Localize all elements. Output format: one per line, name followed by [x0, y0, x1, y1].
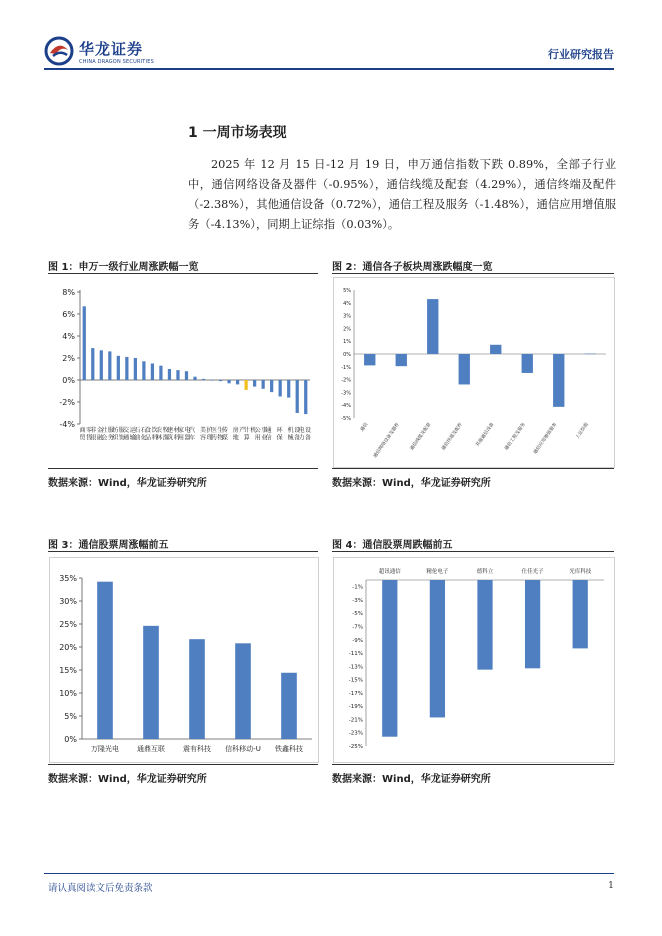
x-tick-label: 零 [85, 427, 92, 434]
x-tick-label: 通信 [360, 422, 370, 433]
x-tick-label: 通鼎互联 [137, 745, 165, 753]
logo-chinese-name: 华龙证券 [79, 39, 144, 58]
x-tick-label: 其他通信设备 [475, 422, 496, 448]
x-tick-label: 万隆光电 [91, 745, 119, 753]
bar-食品饮料 [151, 364, 154, 381]
x-tick-label: 材 [173, 427, 180, 434]
y-tick-label: -17% [348, 690, 363, 697]
section-title: 1 一周市场表现 [188, 125, 287, 141]
y-tick-label: -2% [341, 377, 351, 384]
x-tick-label: 电 [184, 427, 191, 434]
y-tick-label: -3% [352, 597, 363, 604]
x-tick-label: 会 [101, 434, 108, 442]
bar-非银金融 [91, 348, 94, 380]
x-tick-label: 服 [118, 427, 125, 434]
x-tick-label: 护 [206, 427, 213, 434]
bar-通信 [244, 380, 247, 390]
x-tick-label: 器 [184, 434, 191, 442]
bar-商贸零售 [83, 306, 86, 380]
footer-disclaimer: 请认真阅读文后免责条款 [48, 883, 153, 894]
y-tick-label: 4% [343, 300, 351, 307]
x-tick-label: 震有科技 [183, 745, 211, 753]
x-tick-label: 机 [287, 427, 294, 434]
x-tick-label: 林 [156, 434, 163, 442]
figure-2-source: 数据来源：Wind，华龙证券研究所 [332, 478, 491, 489]
bar-通鼎互联 [143, 626, 159, 739]
x-tick-label: 通 [265, 427, 272, 434]
bar-国防军工 [279, 380, 282, 397]
x-tick-label: 计 [243, 427, 250, 434]
page-number: 1 [607, 880, 614, 891]
figure-4-svg [334, 558, 614, 762]
bar-石油石化 [142, 361, 145, 380]
y-tick-label: -11% [348, 651, 363, 658]
x-tick-label: 售 [85, 434, 92, 442]
x-tick-label: 备 [294, 434, 301, 442]
figure-4-chart [333, 557, 615, 763]
x-tick-label: 车 [188, 434, 196, 442]
figure-2-bottom-rule [332, 468, 614, 469]
x-tick-label: 设 [294, 427, 301, 434]
figure-2-title: 图 2：通信各子板块周涨跌幅度一览 [332, 262, 493, 273]
figure-2-svg [334, 278, 614, 467]
x-tick-label: 料 [151, 434, 158, 442]
bar-通信网络设备及器件 [396, 354, 407, 366]
x-tick-label: 用 [254, 434, 261, 442]
x-tick-label: 农 [156, 427, 163, 434]
bar-通信线缆及配套 [427, 299, 438, 354]
y-tick-label: -13% [348, 664, 363, 671]
figure-4-top-rule [332, 551, 614, 552]
bar-铁鑫科技 [281, 673, 297, 739]
y-tick-label: 30% [59, 597, 77, 606]
figure-1-top-rule [48, 273, 318, 274]
y-tick-label: 15% [59, 666, 77, 675]
x-tick-label: 社 [101, 427, 108, 434]
bar-建筑材料 [185, 371, 188, 380]
bar-医药生物 [210, 380, 213, 381]
figure-1-chart [48, 276, 318, 466]
x-tick-label: 品 [145, 434, 152, 442]
figure-4-title: 图 4：通信股票周跌幅前五 [332, 540, 453, 551]
x-tick-label: 容 [199, 434, 206, 442]
y-tick-label: 2% [62, 354, 75, 363]
figure-2-top-rule [332, 273, 614, 274]
bar-通信工程及服务 [522, 354, 533, 373]
bar-农林牧渔 [168, 369, 171, 380]
x-tick-label: 通信终端及配件 [441, 422, 464, 452]
x-tick-label: 事 [261, 427, 268, 434]
x-tick-label: 通信网络设备及器件 [373, 422, 401, 460]
bar-德科立 [477, 580, 492, 670]
bar-光库科技 [573, 580, 588, 648]
y-tick-label: 5% [343, 288, 351, 294]
section-paragraph: 2025 年 12 月 15 日-12 月 19 日，申万通信指数下跌 0.89%，全部子行业中，通信网络设备及器件（-0.95%），通信线缆及配套（4.29%），通信终端及配件（-2.38%），其他通信设备（0.72%），通信工程及服务（-1.48%），通信应用增值服务（-4.13%），同期上证综指（0.03%）。 [188, 158, 616, 231]
bar-美容护理 [193, 377, 196, 380]
x-tick-label: 输 [129, 434, 136, 442]
bar-公用事业 [262, 380, 265, 389]
bar-有色金属 [108, 351, 111, 380]
y-tick-label: -1% [352, 584, 363, 591]
x-tick-label: 信科移动-U [225, 745, 261, 753]
y-tick-label: 20% [59, 643, 77, 652]
y-tick-label: -21% [348, 717, 363, 724]
x-tick-label: 公 [254, 427, 261, 434]
footer-divider [44, 873, 614, 874]
bar-机械设备 [287, 380, 290, 398]
x-tick-label: 用 [178, 434, 185, 442]
x-tick-label: 料 [173, 434, 180, 442]
figure-1-bottom-rule [48, 468, 318, 469]
bar-电力设备 [304, 380, 307, 414]
x-tick-label: 运 [129, 427, 136, 434]
x-tick-label: 务 [107, 434, 114, 442]
y-tick-label: -5% [352, 611, 363, 618]
x-tick-label: 家 [178, 427, 185, 434]
bar-计算机 [253, 380, 256, 387]
y-tick-label: -19% [348, 704, 363, 711]
x-tick-label: 美 [199, 427, 206, 434]
x-tick-label: 融 [96, 434, 103, 442]
x-tick-label: 医 [210, 427, 217, 434]
y-tick-label: -25% [348, 744, 363, 750]
y-tick-label: -1% [341, 364, 351, 371]
x-tick-label: 牧 [162, 427, 169, 434]
bar-环保 [270, 380, 273, 392]
y-tick-label: -4% [59, 420, 75, 429]
x-tick-label: 上证综指 [575, 422, 590, 441]
y-tick-label: 10% [59, 689, 77, 698]
x-tick-label: 药 [210, 434, 217, 442]
x-tick-label: 铁鑫科技 [275, 745, 303, 753]
x-tick-label: 交 [123, 427, 130, 434]
y-tick-label: 5% [64, 712, 77, 721]
figure-1-source: 数据来源：Wind，华龙证券研究所 [48, 478, 207, 489]
figure-3-source: 数据来源：Wind，华龙证券研究所 [48, 774, 207, 785]
x-tick-label: 械 [287, 434, 294, 442]
y-tick-label: 35% [59, 574, 77, 583]
y-tick-label: -7% [352, 624, 363, 631]
x-tick-label: 信 [265, 434, 272, 442]
bar-基础化工 [219, 380, 222, 381]
x-tick-label: 机 [250, 427, 257, 434]
x-tick-label: 通信工程及服务 [504, 422, 527, 452]
x-tick-label: 房 [232, 427, 239, 434]
y-tick-label: 1% [343, 339, 351, 346]
x-tick-label: 石 [140, 427, 147, 434]
figure-1-title: 图 1：申万一级行业周涨跌幅一览 [48, 262, 199, 273]
figure-3-title: 图 3：通信股票周涨幅前五 [48, 540, 169, 551]
y-tick-label: 6% [62, 310, 75, 319]
y-tick-label: -15% [348, 677, 363, 684]
x-tick-label: 油 [134, 434, 141, 442]
logo-english-name: CHINA DRAGON SECURITIES [79, 58, 154, 65]
bar-仕佳光子 [525, 580, 540, 668]
x-tick-label: 银 [90, 434, 97, 442]
bar-家用电器 [176, 370, 179, 380]
bar-汽车 [202, 379, 205, 380]
bar-通信 [364, 354, 375, 365]
header-divider [44, 68, 614, 70]
x-tick-label: 服 [107, 427, 114, 434]
x-tick-label: 传 [221, 427, 228, 434]
x-tick-label: 地 [232, 434, 239, 442]
x-tick-label: 建 [167, 427, 174, 434]
y-tick-label: -2% [59, 398, 75, 407]
x-tick-label: 通信线缆及配套 [409, 422, 433, 452]
y-tick-label: -23% [348, 730, 363, 737]
bar-传媒 [227, 380, 230, 383]
bar-社会服务 [100, 350, 103, 380]
x-tick-label: 德科立 [476, 569, 494, 575]
x-tick-label: 仕佳光子 [521, 569, 544, 575]
figure-2-chart [333, 277, 615, 468]
y-tick-label: 0% [62, 376, 75, 385]
x-tick-label: 媒 [221, 434, 228, 442]
x-tick-label: 纺 [112, 427, 119, 434]
bar-电子 [296, 380, 299, 413]
dragon-logo-icon [44, 36, 74, 66]
x-tick-label: 汽 [188, 427, 196, 434]
x-tick-label: 光库科技 [569, 569, 592, 575]
x-tick-label: 食 [145, 427, 152, 434]
x-tick-label: 设 [305, 427, 312, 434]
figure-1-svg [48, 276, 318, 466]
bar-房地产 [236, 380, 239, 384]
bar-纺织服饰 [117, 356, 120, 380]
x-tick-label: 渔 [162, 434, 169, 442]
x-tick-label: 环 [276, 427, 283, 434]
bar-万隆光电 [97, 582, 113, 739]
figure-3-bottom-rule [48, 764, 318, 765]
x-tick-label: 贸 [79, 434, 86, 442]
y-tick-label: -9% [352, 637, 363, 644]
y-tick-label: 0% [64, 735, 77, 744]
x-tick-label: 金 [96, 427, 103, 434]
y-tick-label: 4% [62, 332, 75, 341]
figure-3-chart [49, 557, 319, 763]
y-tick-label: -5% [341, 416, 351, 422]
x-tick-label: 织 [112, 434, 119, 442]
x-tick-label: 产 [239, 427, 246, 434]
bar-其他通信设备 [490, 345, 501, 354]
bar-通信终端及配件 [459, 354, 470, 384]
x-tick-label: 饰 [118, 434, 125, 442]
x-tick-label: 商 [79, 427, 86, 434]
y-tick-label: 25% [59, 620, 77, 629]
x-tick-label: 筑 [167, 434, 174, 442]
figure-3-svg [50, 558, 318, 762]
y-tick-label: 0% [343, 352, 351, 358]
y-tick-label: 3% [343, 313, 351, 320]
figure-3-top-rule [48, 551, 318, 552]
x-tick-label: 理 [206, 434, 213, 442]
y-tick-label: 8% [62, 288, 75, 297]
report-type-label: 行业研究报告 [548, 48, 614, 61]
figure-4-source: 数据来源：Wind，华龙证券研究所 [332, 774, 491, 785]
bar-信科移动-U [235, 643, 251, 739]
figure-4-bottom-rule [332, 764, 614, 765]
x-tick-label: 饮 [151, 427, 158, 434]
y-tick-label: 2% [343, 326, 351, 333]
x-tick-label: 通 [123, 434, 130, 442]
bar-震有科技 [189, 639, 205, 739]
x-tick-label: 业 [261, 434, 268, 442]
bar-轻工制造 [134, 358, 137, 380]
x-tick-label: 算 [243, 434, 250, 442]
x-tick-label: 超讯通信 [378, 569, 401, 575]
bar-超讯通信 [382, 580, 397, 737]
x-tick-label: 非 [90, 427, 97, 434]
bar-上证综指 [585, 354, 596, 355]
x-tick-label: 化 [140, 434, 147, 442]
x-tick-label: 通信应用增值服务 [533, 422, 559, 456]
bar-通信应用增值服务 [553, 354, 564, 407]
x-tick-label: 精伦电子 [426, 569, 449, 575]
bar-交通运输 [125, 357, 128, 380]
x-tick-label: 备 [305, 434, 312, 442]
x-tick-label: 保 [276, 434, 283, 442]
x-tick-label: 力 [298, 434, 305, 442]
bar-精伦电子 [430, 580, 445, 717]
y-tick-label: -3% [341, 390, 351, 397]
y-tick-label: -4% [341, 403, 351, 410]
bar-银行 [159, 366, 162, 380]
x-tick-label: 石 [134, 427, 141, 434]
x-tick-label: 生 [217, 427, 224, 434]
x-tick-label: 电 [298, 427, 305, 434]
x-tick-label: 物 [217, 434, 224, 442]
brand-logo [44, 34, 154, 68]
